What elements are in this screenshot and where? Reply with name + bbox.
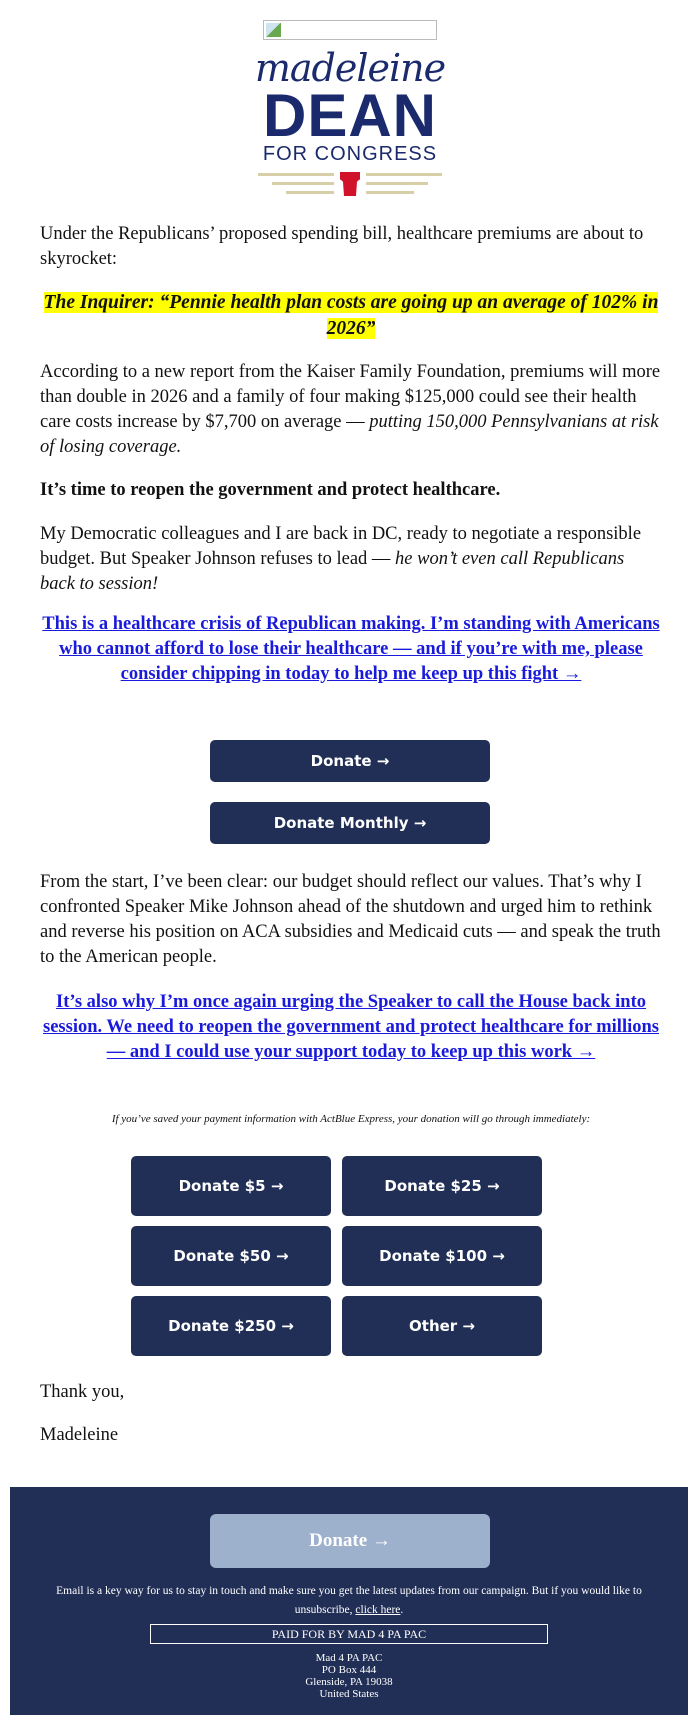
unsubscribe-link[interactable]: click here — [355, 1604, 401, 1616]
quote-text: The Inquirer: “Pennie health plan costs are going up an average of 102% in 2026” — [43, 292, 659, 339]
donate-250-button[interactable]: Donate $250 → — [131, 1296, 331, 1356]
session-donate-link[interactable]: It’s also why I’m once again urging the Speaker to call the House back into session. We need to reopen the government and protect healthcare for millions — and I could use your support today to keep up this work → — [43, 992, 659, 1062]
address-line: Mad 4 PA PAC — [315, 1652, 383, 1664]
paid-for-disclaimer: PAID FOR BY MAD 4 PA PAC — [150, 1624, 548, 1644]
address-line: United States — [319, 1688, 379, 1700]
unsubscribe-notice — [40, 1582, 658, 1620]
unsubscribe-text: Email is a key way for us to stay in touch and make sure you get the latest updates from our campaign. But if you would like to unsubscribe, — [56, 1585, 642, 1616]
colleagues-italic: he won’t even call Republicans back to session! — [40, 549, 625, 594]
broken-image-placeholder — [263, 20, 437, 40]
donate-monthly-button[interactable]: Donate Monthly → — [210, 802, 490, 844]
signature: Madeleine — [40, 1425, 119, 1445]
kff-text: According to a new report from the Kaiser Family Foundation, premiums will more than double in 2026 and a family of four making $125,000 could see their health care costs increase by $7,700 on average — — [40, 362, 661, 432]
donate-button[interactable]: Donate → — [210, 740, 490, 782]
mailing-address — [10, 1652, 688, 1700]
keystone-icon — [250, 170, 450, 200]
donate-100-button[interactable]: Donate $100 → — [342, 1226, 542, 1286]
logo-script: madeleine — [254, 46, 446, 90]
footer — [10, 1487, 688, 1715]
intro-paragraph: Under the Republicans’ proposed spending bill, healthcare premiums are about to skyrocket: — [40, 224, 644, 269]
crisis-donate-link[interactable]: This is a healthcare crisis of Republican making. I’m standing with Americans who cannot afford to lose their healthcare — and if you’re with me, please consider chipping in today to help me keep up this fight → — [42, 614, 660, 684]
actblue-express-note: If you’ve saved your payment information with ActBlue Express, your donation will go through immediately: — [111, 1113, 591, 1125]
colleagues-text: My Democratic colleagues and I are back in DC, ready to negotiate a responsible budget. But Speaker Johnson refuses to lead — — [40, 524, 642, 569]
inquirer-quote — [40, 290, 662, 342]
donate-50-button[interactable]: Donate $50 → — [131, 1226, 331, 1286]
thanks-text: Thank you, — [40, 1382, 125, 1402]
address-line: Glenside, PA 19038 — [305, 1676, 393, 1688]
donate-5-button[interactable]: Donate $5 → — [131, 1156, 331, 1216]
kff-italic: putting 150,000 Pennsylvanians at risk of losing coverage. — [40, 412, 659, 457]
logo-name: DEAN — [262, 82, 437, 149]
campaign-logo — [250, 46, 450, 200]
donate-25-button[interactable]: Donate $25 → — [342, 1156, 542, 1216]
address-line: PO Box 444 — [321, 1664, 377, 1676]
logo-tagline: FOR CONGRESS — [262, 143, 438, 165]
image-icon — [266, 23, 281, 37]
donate-other-button[interactable]: Other → — [342, 1296, 542, 1356]
colleagues-paragraph — [40, 522, 662, 597]
kff-paragraph — [40, 360, 662, 460]
footer-donate-button[interactable]: Donate → — [210, 1514, 490, 1568]
values-paragraph: From the start, I’ve been clear: our budget should reflect our values. That’s why I confronted Speaker Mike Johnson ahead of the shutdown and urged him to rethink and reverse his position on ACA subsidies and Medicaid cuts — and speak the truth to the American people. — [40, 872, 661, 967]
reopen-heading: It’s time to reopen the government and protect healthcare. — [40, 480, 501, 500]
period: . — [400, 1604, 404, 1616]
